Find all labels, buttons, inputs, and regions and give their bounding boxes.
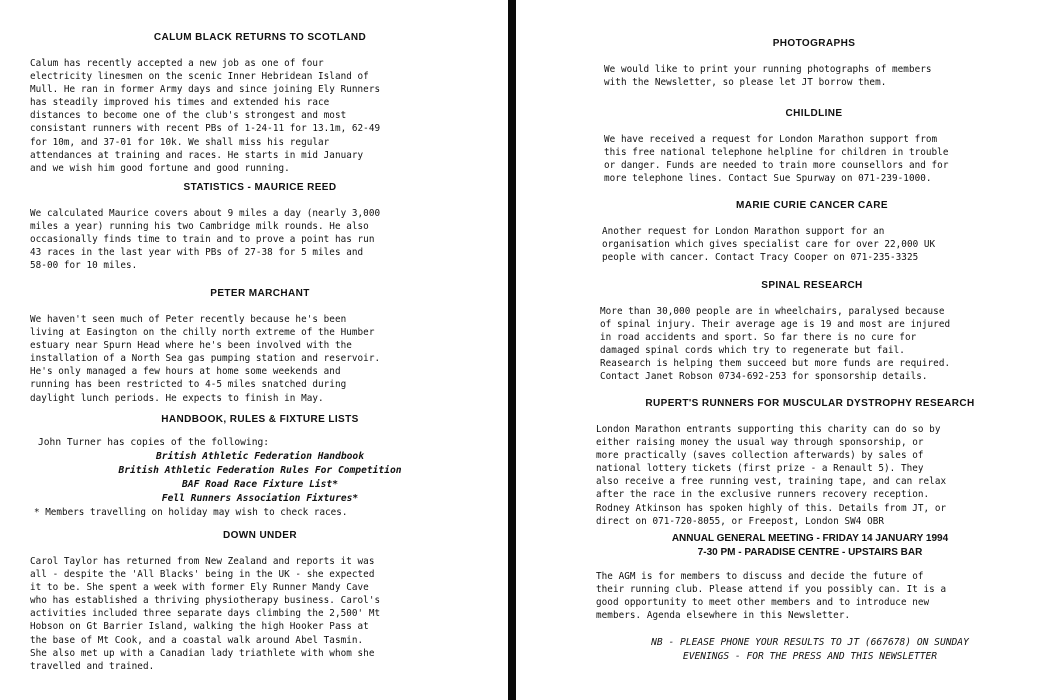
page-divider <box>508 0 516 700</box>
peter-section <box>30 288 490 405</box>
section-heading: CALUM BLACK RETURNS TO SCOTLAND <box>153 32 367 43</box>
nb-section <box>596 636 1024 664</box>
ruperts-section <box>596 398 1024 528</box>
handbook-list <box>30 450 490 506</box>
left-page <box>0 0 508 700</box>
handbook-section <box>30 414 490 518</box>
agm-heading-line2: 7-30 PM - PARADISE CENTRE - UPSTAIRS BAR <box>697 547 923 558</box>
right-page <box>516 0 1045 700</box>
section-heading: SPINAL RESEARCH <box>761 280 863 291</box>
section-body: Another request for London Marathon support for an organisation which gives specialist care for over 22,000 UK people with cancer. Contact Tracy Cooper on 071-235-3325 <box>602 226 936 264</box>
childline-section <box>604 108 1024 185</box>
handbook-intro: John Turner has copies of the following: <box>38 437 270 448</box>
statistics-section <box>30 182 490 272</box>
calum-section <box>30 32 490 175</box>
agm-heading-line1: ANNUAL GENERAL MEETING - FRIDAY 14 JANUARY 1994 <box>671 533 949 544</box>
section-heading: PETER MARCHANT <box>210 288 310 299</box>
section-heading: RUPERT'S RUNNERS FOR MUSCULAR DYSTROPHY RESEARCH <box>645 398 975 409</box>
spinal-section <box>600 280 1024 384</box>
handbook-item: BAF Road Race Fixture List* <box>182 479 338 490</box>
section-heading: MARIE CURIE CANCER CARE <box>736 200 888 211</box>
agm-section <box>596 532 1024 622</box>
section-body: Calum has recently accepted a new job as one of four electricity linesmen on the scenic Inner Hebridean Island of Mull. He ran in former Army days and since joining Ely Runners has steadily improved his times and extended his race distances to become one of the club's strongest and most consistant runners with recent PBs of 1-24-11 for 13.1m, 62-49 for 10m, and 37-01 for 10k. We shall miss his regular attendances at training and races. He starts in mid January and we wish him good fortune and good running. <box>30 58 381 174</box>
handbook-item: British Athletic Federation Rules For Competition <box>118 465 402 476</box>
mariecurie-section <box>602 200 1022 264</box>
section-body: We would like to print your running photographs of members with the Newsletter, so please let JT borrow them. <box>604 64 932 89</box>
handbook-item: British Athletic Federation Handbook <box>156 451 364 462</box>
section-heading: CHILDLINE <box>785 108 843 119</box>
handbook-note: * Members travelling on holiday may wish to check races. <box>34 507 348 518</box>
photographs-section <box>604 38 1024 89</box>
section-heading: PHOTOGRAPHS <box>772 38 856 49</box>
section-body: We haven't seen much of Peter recently because he's been living at Easington on the chilly north extreme of the Humber estuary near Spurn Head where he's been involved with the installation of a North Sea gas pumping station and reservoir. He's only managed a few hours at home some weekends and running has been restricted to 4-5 miles snatched during daylight lunch periods. He expects to finish in May. <box>30 314 381 404</box>
section-heading: DOWN UNDER <box>223 530 297 541</box>
nb-line1: NB - PLEASE PHONE YOUR RESULTS TO JT (667678) ON SUNDAY <box>651 637 969 648</box>
section-body: London Marathon entrants supporting this charity can do so by either raising money the usual way through sponsorship, or more practically (saves collection afterwards) by sales of national lottery tickets (first prize - a Renault 5). They also receive a free running vest, training tape, and can relax after the race in the exclusive runners recovery reception. Rodney Atkinson has spoken highly of this. Details from JT, or direct on 071-720-8055, or Freepost, London SW4 OBR <box>596 424 947 527</box>
section-body: The AGM is for members to discuss and decide the future of their running club. Please attend if you possibly can. It is a good opportunity to meet other members and to introduce new members. Agenda elsewhere in this Newsletter. <box>596 571 947 622</box>
section-body: Carol Taylor has returned from New Zealand and reports it was all - despite the 'All Blacks' being in the UK - she expected it to be. She spent a week with former Ely Runner Mandy Cave who has established a thriving physiotherapy business. Carol's activities included three separate days climbing the 2,500' Mt Hobson on Gt Barrier Island, walking the high Hooker Pass at the base of Mt Cook, and a coastal walk around Abel Tasmin. She also met up with a Canadian lady triathlete with whom she travelled and trained. <box>30 556 381 672</box>
section-heading: STATISTICS - MAURICE REED <box>183 182 337 193</box>
downunder-section <box>30 530 490 673</box>
section-body: We have received a request for London Marathon support from this free national telephone helpline for children in trouble or danger. Funds are needed to train more counsellors and for more telephone lines. Contact Sue Spurway on 071-239-1000. <box>604 134 949 185</box>
section-body: More than 30,000 people are in wheelchairs, paralysed because of spinal injury. Their average age is 19 and most are injured in road accidents and sport. So far there is no cure for damaged spinal cords which try to regenerate but fail. Reasearch is helping them succeed but more funds are required. Contact Janet Robson 0734-692-253 for sponsorship details. <box>600 306 951 383</box>
section-heading: HANDBOOK, RULES & FIXTURE LISTS <box>161 414 359 425</box>
nb-line2: EVENINGS - FOR THE PRESS AND THIS NEWSLETTER <box>682 651 938 662</box>
handbook-item: Fell Runners Association Fixtures* <box>161 493 359 504</box>
section-body: We calculated Maurice covers about 9 miles a day (nearly 3,000 miles a year) running his two Cambridge milk rounds. He also occasionally finds time to train and to prove a point has run 43 races in the last year with PBs of 27-38 for 5 miles and 58-00 for 10 miles. <box>30 208 381 272</box>
